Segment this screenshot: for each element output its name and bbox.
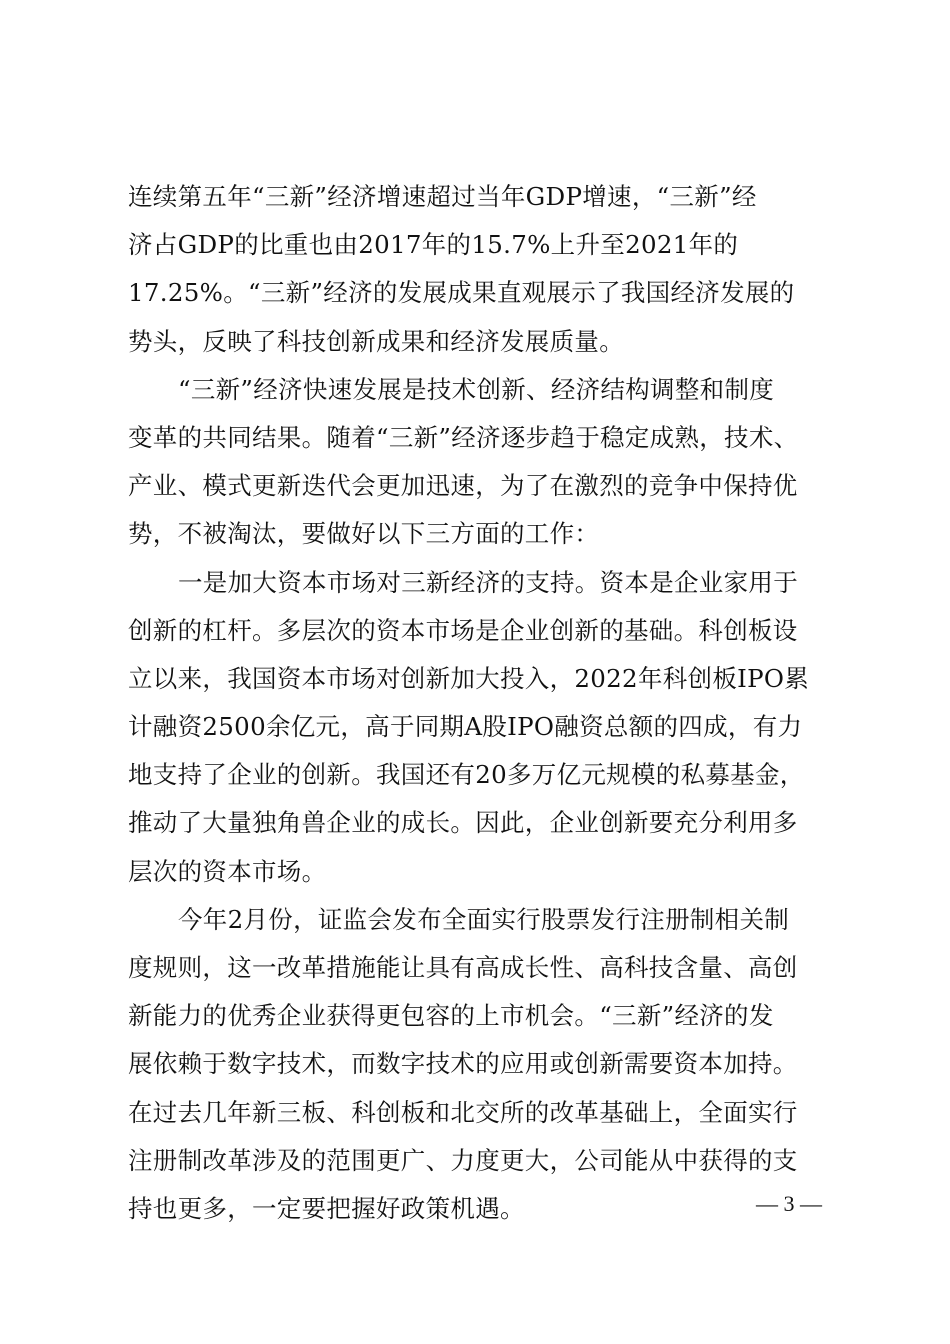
text-line: 17.25%。“三新”经济的发展成果直观展示了我国经济发展的 xyxy=(128,278,795,308)
text-line: 层次的资本市场。 xyxy=(128,856,327,886)
text-line: 展依赖于数字技术，而数字技术的应用或创新需要资本加持。 xyxy=(128,1049,798,1079)
text-line: 产业、模式更新迭代会更加迅速，为了在激烈的竞争中保持优 xyxy=(128,471,798,501)
text-line: 注册制改革涉及的范围更广、力度更大，公司能从中获得的支 xyxy=(128,1145,798,1175)
text-line: 度规则，这一改革措施能让具有高成长性、高科技含量、高创 xyxy=(128,953,798,982)
text-line: 地支持了企业的创新。我国还有20多万亿元规模的私募基金， xyxy=(128,760,805,790)
text-line: 今年2月份，证监会发布全面实行股票发行注册制相关制 xyxy=(178,904,790,934)
text-line: 持也更多，一定要把握好政策机遇。 xyxy=(128,1193,525,1223)
text-line: 济占GDP的比重也由2017年的15.7%上升至2021年的 xyxy=(128,230,739,260)
text-line: 立以来，我国资本市场对创新加大投入，2022年科创板IPO累 xyxy=(128,663,810,693)
page-number: — 3 — xyxy=(756,1191,822,1216)
text-line: 计融资2500余亿元，高于同期A股IPO融资总额的四成，有力 xyxy=(128,712,803,742)
text-line: 一是加大资本市场对三新经济的支持。资本是企业家用于 xyxy=(178,567,798,597)
text-line: 创新的杠杆。多层次的资本市场是企业创新的基础。科创板设 xyxy=(128,615,798,645)
text-line: 在过去几年新三板、科创板和北交所的改革基础上，全面实行 xyxy=(128,1097,798,1127)
text-line: “三新”经济快速发展是技术创新、经济结构调整和制度 xyxy=(178,374,775,404)
text-line: 新能力的优秀企业获得更包容的上市机会。“三新”经济的发 xyxy=(128,1001,774,1031)
text-line: 势，不被淘汰，要做好以下三方面的工作： xyxy=(128,519,600,549)
text-line: 连续第五年“三新”经济增速超过当年GDP增速，“三新”经 xyxy=(128,182,757,211)
body-text xyxy=(128,173,828,1233)
text-line: 推动了大量独角兽企业的成长。因此，企业创新要充分利用多 xyxy=(128,808,798,838)
text-line: 变革的共同结果。随着“三新”经济逐步趋于稳定成熟，技术、 xyxy=(128,422,799,452)
text-line: 势头，反映了科技创新成果和经济发展质量。 xyxy=(128,326,624,356)
